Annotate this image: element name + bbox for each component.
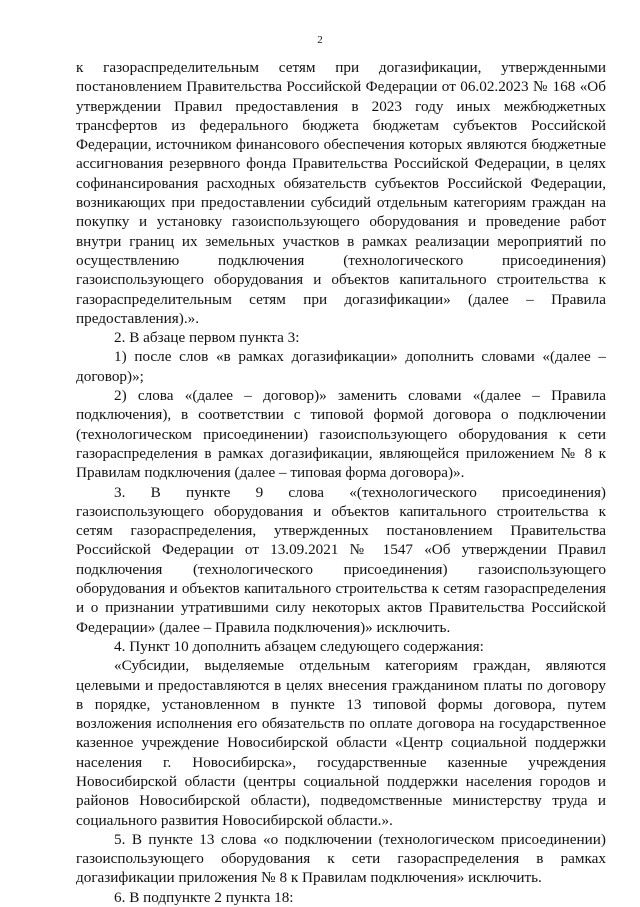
page-number: 2 — [317, 34, 323, 46]
paragraph-item-6: 6. В подпункте 2 пункта 18: — [114, 888, 294, 906]
paragraph-subitem-2: 2) слова «(далее – договор)» заменить словами «(далее – Правила подключения), в соответствии с типовой формой договора о подключении (технологическом присоединении) газоиспользующего оборудования к сети газораспределения в рамках догазификации, являющейся приложением № 8 к Правилам подключения (далее – типовая форма договора)». — [76, 387, 606, 482]
paragraph-item-5: 5. В пункте 13 слова «о подключении (технологическом присоединении) газоиспользующего оборудования к сети газораспределения в рамках догазификации приложения № 8 к Правилам подключения» исключить. — [76, 830, 606, 887]
paragraph-subitem-1: 1) после слов «в рамках догазификации» дополнить словами «(далее – договор)»; — [76, 348, 606, 385]
paragraph-quoted-addition: «Субсидии, выделяемые отдельным категориям граждан, являются целевыми и предоставляются в целях внесения гражданином платы по договору в порядке, установленном в пункте 13 типовой формы договора, путем возложения исполнения его обязательств по оплате договора на государственное казенное учреждение Новосибирской области «Центр социальной поддержки населения г. Новосибирска», государственные казенные учреждения Новосибирской области (центры социальной поддержки населения городов и районов Новосибирской области), подведомственные министерству труда и социального развития Новосибирской области.». — [76, 657, 606, 829]
paragraph-item-3: 3. В пункте 9 слова «(технологического присоединения) газоиспользующего оборудования и объектов капитального строительства к сетям газораспределения, утвержденных постановлением Правительства Российской Федерации от 13.09.2021 № 1547 «Об утверждении Правил подключения (технологического присоединения) газоиспользующего оборудования и объектов капитального строительства к сетям газораспределения и о признании утратившими силу некоторых актов Правительства Российской Федерации» (далее – Правила подключения)» исключить. — [76, 483, 606, 636]
paragraph-item-2: 2. В абзаце первом пункта 3: — [114, 329, 300, 347]
paragraph-intro-continuation: к газораспределительным сетям при догазификации, утвержденными постановлением Правительства Российской Федерации от 06.02.2023 № 168 «Об утверждении Правил предоставления в 2023 году иных межбюджетных трансфертов из федерального бюджета бюджетам субъектов Российской Федерации, источником финансового обеспечения которых являются бюджетные ассигнования резервного фонда Правительства Российской Федерации, в целях софинансирования расходных обязательств субъектов Российской Федерации, возникающих при предоставлении субсидий отдельным категориям граждан на покупку и установку газоиспользующего оборудования и проведение работ внутри границ их земельных участков в рамках реализации мероприятий по осуществлению подключения (технологического присоединения) газоиспользующего оборудования и объектов капитального строительства к газораспределительным сетям при догазификации» (далее – Правила предоставления).». — [76, 59, 606, 327]
paragraph-item-4: 4. Пункт 10 дополнить абзацем следующего содержания: — [114, 637, 484, 655]
document-body — [76, 58, 606, 907]
